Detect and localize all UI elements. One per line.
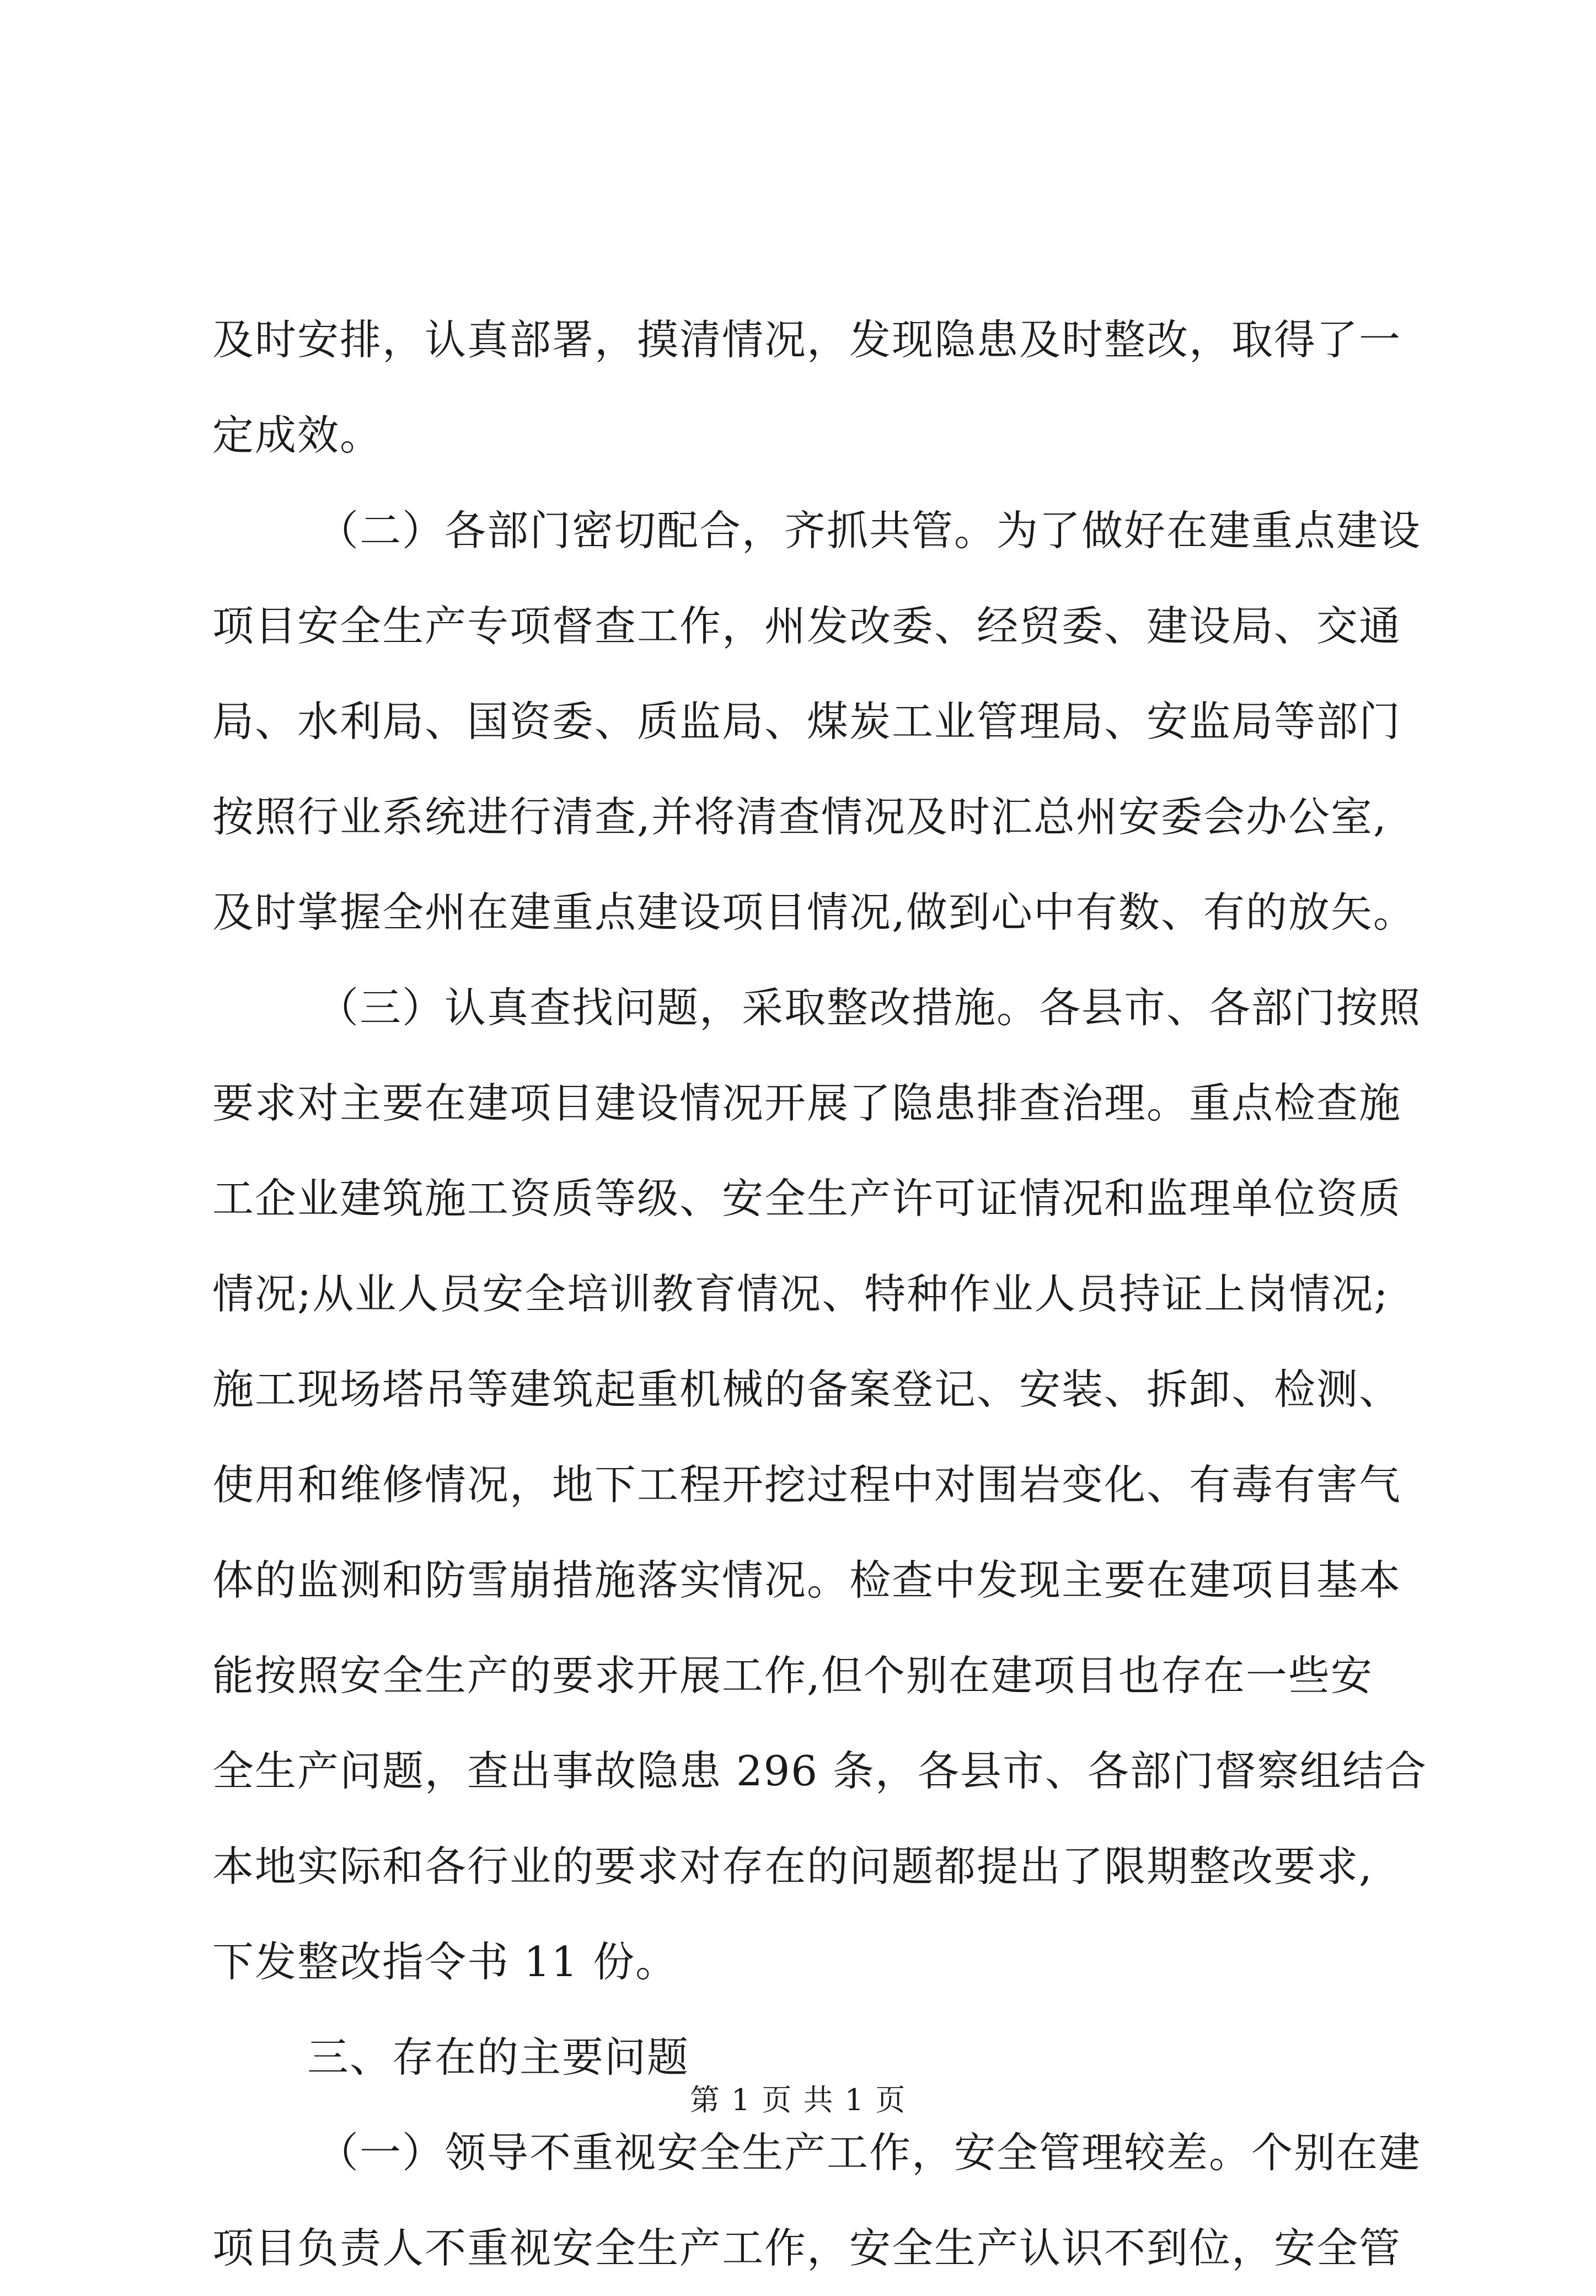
page-footer: 第 1 页 共 1 页 (689, 2083, 907, 2117)
text-line: 能按照安全生产的要求开展工作,但个别在建项目也存在一些安 (212, 1651, 1373, 1700)
text-line: 本地实际和各行业的要求对存在的问题都提出了限期整改要求, (212, 1842, 1373, 1891)
text-line: 按照行业系统进行清查,并将清查情况及时汇总州安委会办公室, (212, 793, 1388, 841)
text-line: 情况;从业人员安全培训教育情况、特种作业人员持证上岗情况; (212, 1270, 1389, 1318)
document-body (212, 292, 1427, 2296)
text-line: 体的监测和防雪崩措施落实情况。检查中发现主要在建项目基本 (212, 1556, 1402, 1604)
text-line: 及时安排，认真部署，摸清情况，发现隐患及时整改，取得了一 (212, 315, 1402, 364)
text-line: 及时掌握全州在建重点建设项目情况,做到心中有数、有的放矢。 (212, 888, 1416, 936)
text-line: 施工现场塔吊等建筑起重机械的备案登记、安装、拆卸、检测、 (212, 1365, 1402, 1414)
text-line: 使用和维修情况，地下工程开挖过程中对围岩变化、有毒有害气 (212, 1460, 1402, 1509)
text-line: 工企业建筑施工资质等级、安全生产许可证情况和监理单位资质 (212, 1174, 1402, 1223)
paragraph-start-line: （一）领导不重视安全生产工作，安全管理较差。个别在建 (317, 2128, 1422, 2177)
text-line: 要求对主要在建项目建设情况开展了隐患排查治理。重点检查施 (212, 1079, 1402, 1127)
text-line: 下发整改指令书 11 份。 (212, 1938, 678, 1986)
text-line: 定成效。 (212, 411, 383, 459)
section-heading: 三、存在的主要问题 (307, 2033, 690, 2081)
text-line: 项目安全生产专项督查工作，州发改委、经贸委、建设局、交通 (212, 602, 1402, 650)
text-line: 局、水利局、国资委、质监局、煤炭工业管理局、安监局等部门 (212, 697, 1402, 746)
text-line: 全生产问题，查出事故隐患 296 条，各县市、各部门督察组结合 (212, 1747, 1427, 1795)
paragraph-start-line: （二）各部门密切配合，齐抓共管。为了做好在建重点建设 (317, 506, 1422, 555)
paragraph-start-line: （三）认真查找问题，采取整改措施。各县市、各部门按照 (317, 983, 1422, 1032)
text-line: 项目负责人不重视安全生产工作，安全生产认识不到位，安全管 (212, 2224, 1402, 2272)
